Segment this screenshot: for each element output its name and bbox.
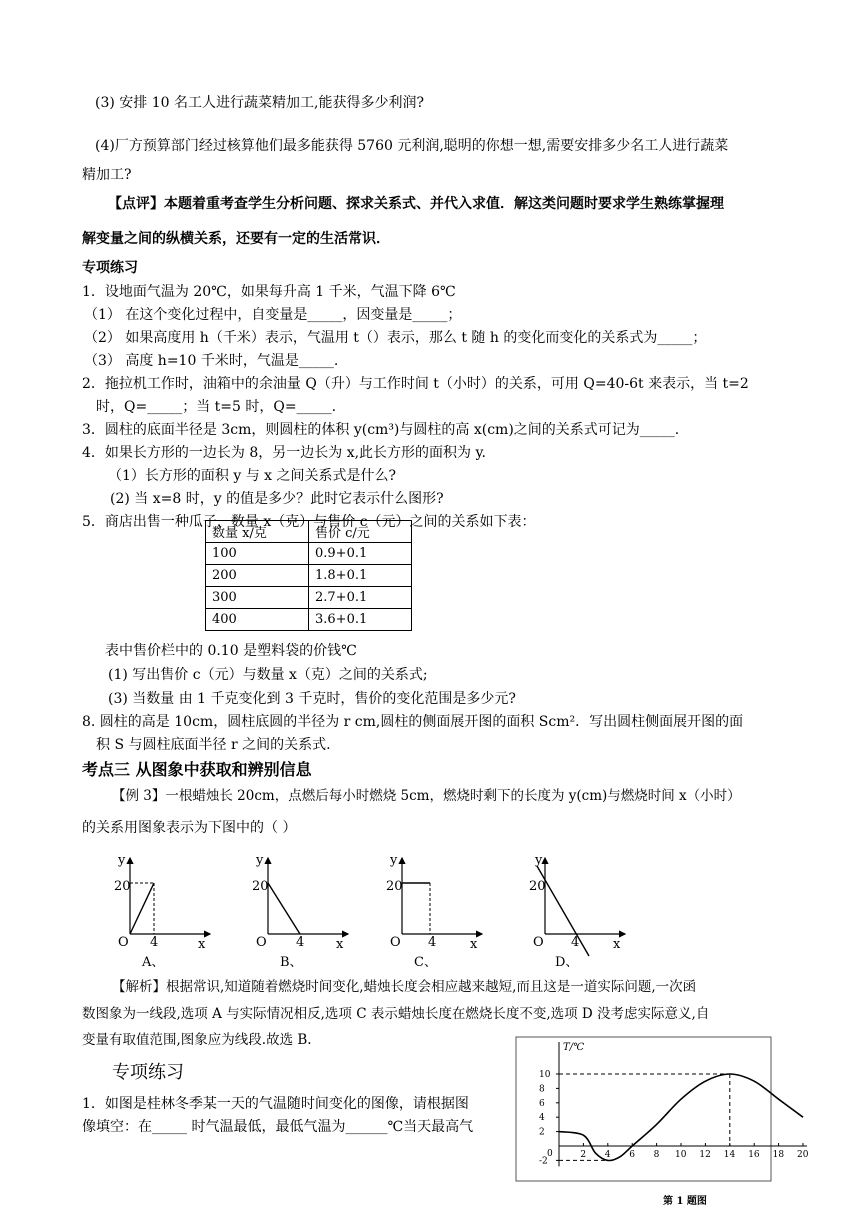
practice-8-line1: 8. 圆柱的高是 10cm，圆柱底圆的半径为 r cm,圆柱的侧面展开图的面积 Scm²．写出圆柱侧面展开图的面	[82, 714, 744, 730]
question-1-line1: 1．如图是桂林冬季某一天的气温随时间变化的图像，请根据图	[82, 1096, 469, 1112]
table-cell: 300	[206, 587, 309, 609]
example-3-line1: 【例 3】一根蜡烛长 20cm，点燃后每小时燃烧 5cm，燃烧时剩下的长度为 y(cm)与燃烧时间 x（小时）	[112, 788, 741, 804]
graph-b-origin: O	[256, 935, 267, 950]
practice-1-1: （1） 在这个变化过程中，自变量是_____，因变量是_____；	[84, 307, 462, 323]
example-3-line2: 的关系用图象表示为下图中的（ ）	[82, 820, 297, 836]
table-cell: 2.7+0.1	[309, 587, 412, 609]
temperature-line	[559, 1074, 803, 1161]
practice-5: 5．商店出售一种瓜子，数量 x（克）与售价 c（元）之间的关系如下表：	[82, 514, 536, 530]
y-tick-label: -2	[539, 1156, 548, 1167]
graph-c-option-label: C、	[414, 955, 437, 970]
chart-caption: 第 1 题图	[663, 1196, 707, 1207]
graph-d-origin: O	[533, 935, 544, 950]
graph-d-20: 20	[529, 879, 546, 894]
table-cell: 200	[206, 565, 309, 587]
table-header-row	[206, 521, 412, 543]
x-tick-label: 2	[580, 1150, 587, 1160]
y-tick-label: 4	[539, 1113, 545, 1124]
graph-b-x-label: x	[336, 937, 344, 952]
graph-d	[529, 853, 625, 970]
y-tick-label: 6	[539, 1098, 545, 1109]
analysis-line3: 变量有取值范围,图象应为线段.故选 B.	[82, 1032, 312, 1048]
practice-8-line2: 积 S 与圆柱底面半径 r 之间的关系式.	[96, 737, 331, 753]
question-4-line1: (4)厂方预算部门经过核算他们最多能获得 5760 元利润,聪明的你想一想,需要安排多少名工人进行蔬菜	[95, 138, 729, 154]
graph-b-20: 20	[252, 879, 269, 894]
graph-a-y-label: y	[118, 853, 126, 868]
x-tick-label: 16	[748, 1150, 760, 1160]
graph-b-4: 4	[296, 935, 305, 950]
graph-c-y-label: y	[390, 853, 398, 868]
option-graphs	[100, 848, 660, 968]
x-tick-label: 12	[699, 1150, 711, 1160]
graph-b-line	[268, 883, 300, 934]
question-3: (3) 安排 10 名工人进行蔬菜精加工,能获得多少利润?	[95, 95, 424, 111]
practice-5-1: (1) 写出售价 c（元）与数量 x（克）之间的关系式;	[108, 667, 428, 683]
practice-heading: 专项练习	[82, 260, 138, 276]
practice-4-2: (2) 当 x=8 时，y 的值是多少？此时它表示什么图形?	[110, 491, 444, 507]
practice-2-line2: 时，Q=_____；当 t=5 时，Q=_____.	[96, 399, 337, 415]
y-tick-label: 8	[539, 1084, 545, 1095]
table-row	[206, 609, 412, 631]
graph-c-x-label: x	[470, 937, 478, 952]
table-cell: 1.8+0.1	[309, 565, 412, 587]
graph-c	[386, 853, 482, 970]
graph-a-option-label: A、	[142, 955, 165, 970]
y-tick-label: 2	[539, 1127, 545, 1138]
temperature-chart	[515, 1036, 809, 1211]
graph-a-4: 4	[150, 935, 159, 950]
graph-b-option-label: B、	[280, 955, 303, 970]
table-row	[206, 587, 412, 609]
x-tick-label: 18	[772, 1150, 785, 1160]
review-line1: 【点评】本题着重考查学生分析问题、探求关系式、并代入求值．解这类问题时要求学生熟练掌握理	[108, 196, 724, 212]
question-4-line2: 精加工?	[82, 167, 132, 183]
table-cell: 0.9+0.1	[309, 543, 412, 565]
graph-c-20: 20	[386, 879, 403, 894]
practice-heading-2: 专项练习	[112, 1062, 184, 1083]
practice-5-note: 表中售价栏中的 0.10 是塑料袋的价钱℃	[105, 643, 357, 659]
x-tick-label: 10	[675, 1150, 687, 1160]
table-header-cell: 数量 x/克	[206, 521, 309, 543]
review-line2: 解变量之间的纵横关系，还要有一定的生活常识．	[82, 231, 390, 247]
graph-a-x-label: x	[198, 937, 206, 952]
graph-c-origin: O	[390, 935, 401, 950]
practice-4: 4．如果长方形的一边长为 8，另一边长为 x,此长方形的面积为 y.	[82, 445, 487, 461]
practice-3: 3．圆柱的底面半径是 3cm，则圆柱的体积 y(cm³)与圆柱的高 x(cm)之间的关系式可记为_____.	[82, 422, 680, 438]
practice-5-3: (3) 当数量 由 1 千克变化到 3 千克时，售价的变化范围是多少元?	[108, 691, 516, 707]
practice-1-3: （3） 高度 h=10 千米时，气温是_____.	[84, 353, 339, 369]
x-tick-label: 6	[629, 1150, 635, 1160]
practice-4-1: （1）长方形的面积 y 与 x 之间关系式是什么?	[108, 468, 397, 484]
graph-d-4: 4	[571, 935, 580, 950]
graph-d-y-label: y	[535, 853, 543, 868]
temperature-y-label: T/℃	[563, 1042, 585, 1053]
graph-a-20: 20	[114, 879, 131, 894]
table-cell: 400	[206, 609, 309, 631]
question-1-line2: 像填空：在_____ 时气温最低，最低气温为______℃当天最高气	[82, 1119, 474, 1135]
graph-a	[114, 853, 210, 970]
x-tick-label: 4	[604, 1150, 611, 1160]
x-tick-label: 14	[723, 1150, 736, 1160]
graph-d-x-label: x	[613, 937, 621, 952]
table-cell: 100	[206, 543, 309, 565]
graph-a-origin: O	[118, 935, 129, 950]
analysis-line1: 【解析】根据常识,知道随着燃烧时间变化,蜡烛长度会相应越来越短,而且这是一道实际问题,一次函	[112, 979, 697, 995]
practice-2-line1: 2．拖拉机工作时，油箱中的余油量 Q（升）与工作时间 t（小时）的关系，可用 Q=40-6t 来表示，当 t=2	[82, 376, 749, 392]
price-table	[205, 520, 412, 631]
graph-d-option-label: D、	[555, 955, 579, 970]
x-tick-label: 20	[797, 1150, 809, 1160]
section-heading: 考点三 从图象中获取和辨别信息	[82, 760, 312, 779]
table-row	[206, 565, 412, 587]
y-tick-label: 10	[539, 1070, 551, 1080]
x-tick-label: 8	[653, 1150, 660, 1160]
practice-1-2: （2） 如果高度用 h（千米）表示，气温用 t（）表示，那么 t 随 h 的变化而变化的关系式为_____；	[84, 330, 707, 346]
y-tick-label: 0	[547, 1149, 553, 1159]
table-header-cell: 售价 c/元	[309, 521, 412, 543]
graph-b-y-label: y	[256, 853, 264, 868]
graph-a-line	[130, 883, 154, 934]
graph-c-4: 4	[428, 935, 437, 950]
analysis-line2: 数图象为一线段,选项 A 与实际情况相反,选项 C 表示蜡烛长度在燃烧长度不变,选项 D 没考虑实际意义,自	[82, 1006, 710, 1022]
table-cell: 3.6+0.1	[309, 609, 412, 631]
graph-b	[252, 853, 348, 970]
practice-1: 1．设地面气温为 20℃，如果每升高 1 千米，气温下降 6℃	[82, 284, 456, 300]
table-row	[206, 543, 412, 565]
